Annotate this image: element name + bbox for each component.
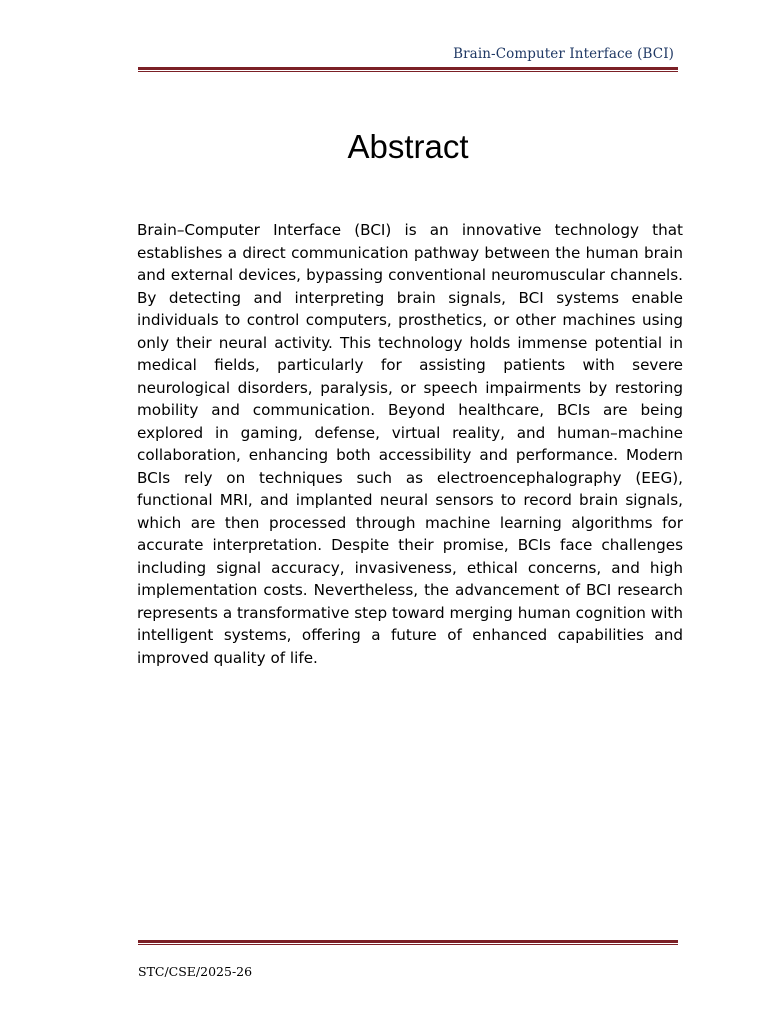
footer-code: STC/CSE/2025-26 — [138, 964, 253, 979]
footer-rule-thin — [138, 944, 678, 945]
running-header: Brain-Computer Interface (BCI) — [453, 46, 674, 62]
header-rule-thick — [138, 67, 678, 70]
header-rule — [138, 67, 678, 72]
page-title: Abstract — [347, 128, 469, 165]
abstract-paragraph: Brain–Computer Interface (BCI) is an innovative technology that establishes a direct communication pathway between the human brain and external devices, bypassing conventional neuromuscular channels. By detecting and interpreting brain signals, BCI systems enable individuals to control computers, prosthetics, or other machines using only their neural activity. This technology holds immense potential in medical fields, particularly for assisting patients with severe neurological disorders, paralysis, or speech impairments by restoring mobility and communication. Beyond healthcare, BCIs are being explored in gaming, defense, virtual reality, and human–machine collaboration, enhancing both accessibility and performance. Modern BCIs rely on techniques such as electroencephalography (EEG), functional MRI, and implanted neural sensors to record brain signals, which are then processed through machine learning algorithms for accurate interpretation. Despite their promise, BCIs face challenges including signal accuracy, invasiveness, ethical concerns, and high implementation costs. Nevertheless, the advancement of BCI research represents a transformative step toward merging human cognition with intelligent systems, offering a future of enhanced capabilities and improved quality of life. — [137, 221, 683, 667]
header-rule-thin — [138, 71, 678, 72]
footer-rule-thick — [138, 940, 678, 943]
footer-rule — [138, 940, 678, 945]
